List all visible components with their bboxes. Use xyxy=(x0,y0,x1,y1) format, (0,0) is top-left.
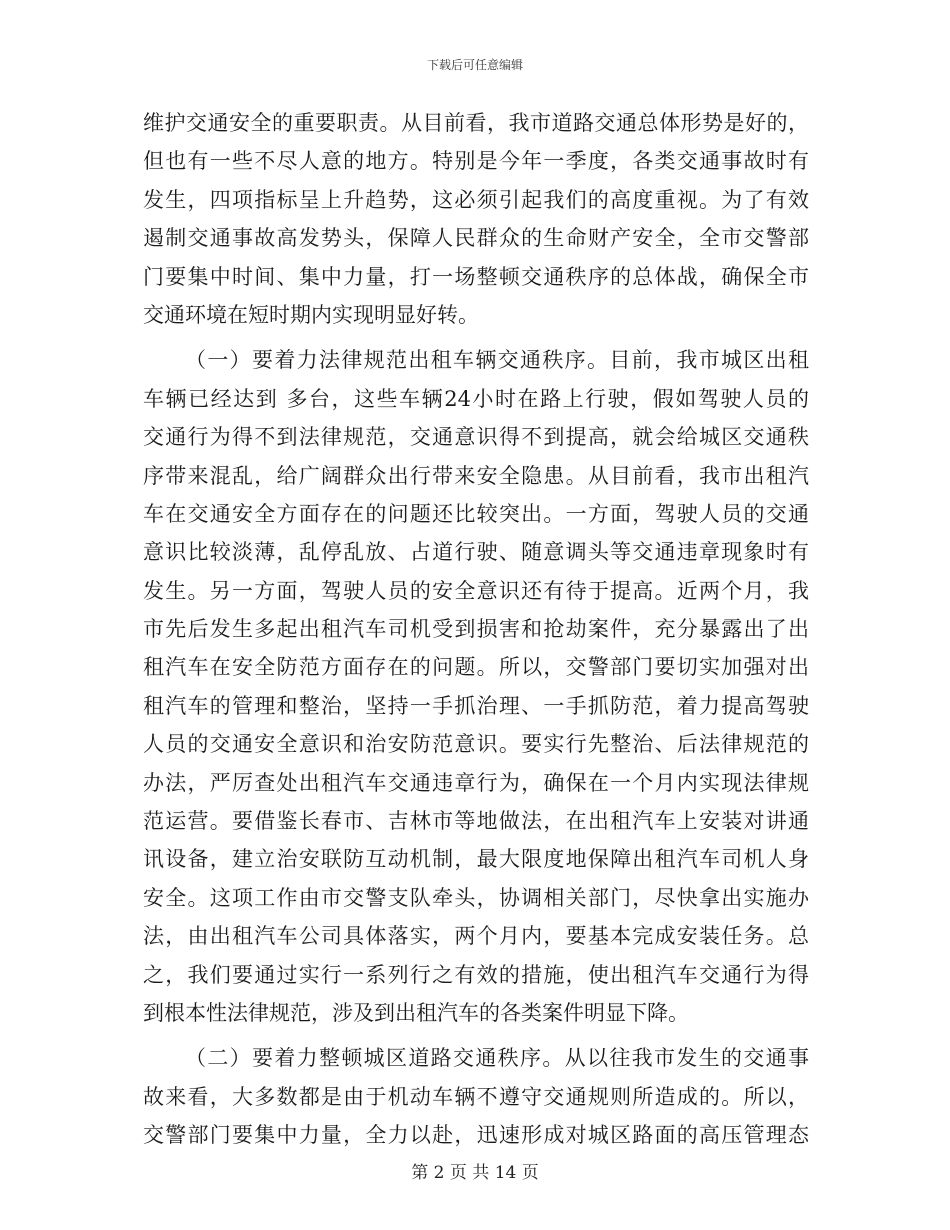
text-line: 交通环境在短时期内实现明显好转。 xyxy=(143,302,479,327)
text-line: 维护交通安全的重要职责。从目前看，我市道路交通总体形势是好的， xyxy=(143,111,809,135)
text-line: 车辆已经达到 多台，这些车辆24小时在路上行驶，假如驾驶人员的 xyxy=(143,386,809,411)
text-line: 发生，四项指标呈上升趋势，这必须引起我们的高度重视。为了有效 xyxy=(143,187,809,212)
text-line: （二）要着力整顿城区道路交通秩序。从以往我市发生的交通事 xyxy=(185,1046,809,1071)
text-line: 意识比较淡薄，乱停乱放、占道行驶、随意调头等交通违章现象时有 xyxy=(143,540,809,565)
text-line: （一）要着力法律规范出租车辆交通秩序。目前，我市城区出租 xyxy=(185,348,809,373)
page-number-footer: 第 2 页 共 14 页 xyxy=(411,1163,539,1183)
text-line: 之，我们要通过实行一系列行之有效的措施，使出租汽车交通行为得 xyxy=(143,962,809,987)
paragraph-2 xyxy=(143,341,809,1032)
text-line: 遏制交通事故高发势头，保障人民群众的生命财产安全，全市交警部 xyxy=(143,226,809,251)
text-line: 范运营。要借鉴长春市、吉林市等地做法，在出租汽车上安装对讲通 xyxy=(143,809,809,834)
text-line: 安全。这项工作由市交警支队牵头，协调相关部门，尽快拿出实施办 xyxy=(143,885,809,910)
text-line: 法，由出租汽车公司具体落实，两个月内，要基本完成安装任务。总 xyxy=(143,924,809,949)
text-line: 序带来混乱，给广阔群众出行带来安全隐患。从目前看，我市出租汽 xyxy=(143,463,809,488)
page-header: 下载后可任意编辑 xyxy=(426,58,523,72)
text-line: 门要集中时间、集中力量，打一场整顿交通秩序的总体战，确保全市 xyxy=(143,264,809,289)
text-line: 租汽车在安全防范方面存在的问题。所以，交警部门要切实加强对出 xyxy=(143,655,809,680)
text-line: 租汽车的管理和整治，坚持一手抓治理、一手抓防范，着力提高驾驶 xyxy=(143,693,809,718)
text-line: 故来看，大多数都是由于机动车辆不遵守交通规则所造成的。所以， xyxy=(143,1084,809,1109)
text-line: 但也有一些不尽人意的地方。特别是今年一季度，各类交通事故时有 xyxy=(143,149,809,174)
text-line: 交警部门要集中力量，全力以赴，迅速形成对城区路面的高压管理态 xyxy=(143,1123,809,1148)
text-line: 人员的交通安全意识和治安防范意识。要实行先整治、后法律规范的 xyxy=(143,732,809,757)
document-body xyxy=(143,104,809,1155)
paragraph-gap xyxy=(143,334,809,341)
text-line: 交通行为得不到法律规范，交通意识得不到提高，就会给城区交通秩 xyxy=(143,425,809,450)
text-line: 办法，严厉查处出租汽车交通违章行为，确保在一个月内实现法律规 xyxy=(143,770,809,795)
text-line: 市先后发生多起出租汽车司机受到损害和抢劫案件，充分暴露出了出 xyxy=(143,617,809,642)
paragraph-3 xyxy=(143,1039,809,1154)
paragraph-gap xyxy=(143,1032,809,1039)
text-line: 发生。另一方面，驾驶人员的安全意识还有待于提高。近两个月，我 xyxy=(143,578,809,603)
text-line: 讯设备，建立治安联防互动机制，最大限度地保障出租汽车司机人身 xyxy=(143,847,809,872)
text-line: 车在交通安全方面存在的问题还比较突出。一方面，驾驶人员的交通 xyxy=(143,501,809,526)
text-line: 到根本性法律规范，涉及到出租汽车的各类案件明显下降。 xyxy=(143,1000,689,1025)
paragraph-1 xyxy=(143,104,809,334)
